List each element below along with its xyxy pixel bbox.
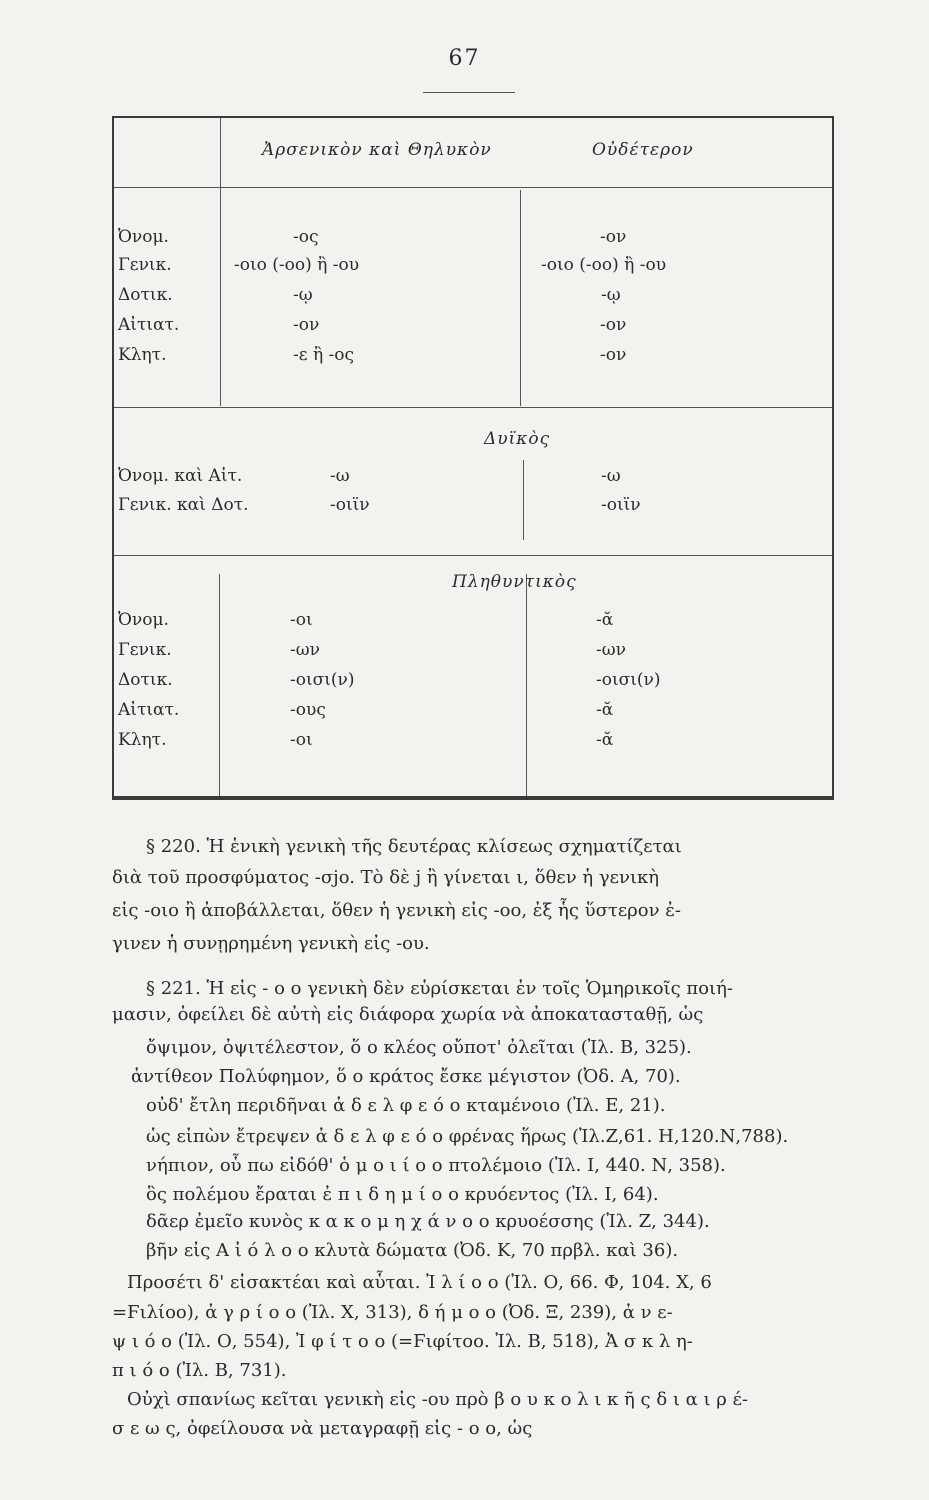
body-line-11: Οὐχὶ σπανίως κεῖται γενικὴ εἰς -ου πρὸ β ο υ κ ο λ ι κ ῆ ς δ ι α ι ρ έ- (127, 1389, 749, 1410)
column-divider-4 (219, 574, 220, 796)
body-line-1: § 220. Ἡ ἑνικὴ γενικὴ τῆς δευτέρας κλίσεως σχηματίζεται (146, 836, 682, 857)
quote-line-8: βῆν εἰς Α ἰ ό λ ο ο κλυτὰ δώματα (Ὀδ. Κ, 70 πρβλ. καὶ 36). (146, 1240, 679, 1261)
column-divider-1 (220, 118, 221, 406)
singular-case-2: Γενικ. (118, 255, 172, 275)
body-line-12: σ ε ω ς, ὀφείλουσα νὰ μεταγραφῇ εἰς - ο ο, ὡς (112, 1418, 533, 1439)
singular-case-5: Κλητ. (118, 345, 167, 365)
quote-line-6: ὃς πολέμου ἔραται ἐ π ι δ η μ ί ο ο κρυόεντος (Ἰλ. Ι, 64). (146, 1184, 659, 1205)
singular-masc-1: -ος (293, 227, 319, 247)
plural-neut-1: -ᾰ (596, 610, 614, 630)
column-divider-5 (526, 574, 527, 796)
singular-masc-2: -οιο (-οο) ἢ -ου (234, 255, 360, 275)
header-neuter: Οὐδέτερον (592, 140, 694, 160)
table-bottom-rule (112, 797, 834, 800)
body-line-2: διὰ τοῦ προσφύματος -σjo. Τὸ δὲ j ἢ γίνεται ι, ὅθεν ἡ γενικὴ (112, 867, 660, 888)
quote-line-4: ὡς εἰπὼν ἔτρεψεν ἀ δ ε λ φ ε ό ο φρένας ἥρως (Ἰλ.Ζ,61. Η,120.Ν,788). (146, 1126, 789, 1147)
singular-case-3: Δοτικ. (118, 285, 173, 305)
dual-neut-2: -οιϊν (601, 495, 641, 515)
dual-masc-1: -ω (330, 466, 350, 486)
body-line-10: π ι ό ο (Ἰλ. Β, 731). (112, 1360, 287, 1381)
dual-neut-1: -ω (601, 466, 621, 486)
plural-case-4: Αἰτιατ. (118, 700, 180, 720)
body-line-9: ψ ι ό ο (Ἰλ. Ο, 554), Ἰ φ ί τ ο ο (=Ϝιφίτοο. Ἰλ. Β, 518), Ἀ σ κ λ η- (112, 1331, 693, 1352)
plural-case-1: Ὀνομ. (118, 610, 169, 630)
singular-masc-5: -ε ἢ -ος (293, 345, 355, 365)
singular-neut-4: -ον (600, 315, 627, 335)
plural-neut-3: -οισι(ν) (596, 670, 661, 690)
singular-neut-3: -ῳ (601, 285, 621, 305)
singular-neut-2: -οιο (-οο) ἢ -ου (541, 255, 667, 275)
page-number-rule (423, 92, 515, 93)
plural-masc-3: -οισι(ν) (290, 670, 355, 690)
quote-line-7: δᾶερ ἐμεῖο κυνὸς κ α κ ο μ η χ ά ν ο ο κρυοέσσης (Ἰλ. Ζ, 344). (146, 1211, 710, 1232)
section-divider-dual (114, 407, 832, 408)
header-divider (114, 187, 832, 188)
singular-neut-5: -ον (600, 345, 627, 365)
page-number: 67 (448, 46, 481, 71)
plural-label: Πληθυντικὸς (452, 572, 577, 592)
quote-line-3: οὐδ' ἔτλη περιδῆναι ἀ δ ε λ φ ε ό ο κταμένοιο (Ἰλ. Ε, 21). (146, 1095, 666, 1116)
plural-case-3: Δοτικ. (118, 670, 173, 690)
body-line-5: § 221. Ἡ εἰς - ο ο γενικὴ δὲν εὑρίσκεται ἐν τοῖς Ὁμηρικοῖς ποιή- (146, 978, 733, 999)
singular-case-1: Ὀνομ. (118, 227, 169, 247)
dual-masc-2: -οιϊν (330, 495, 370, 515)
singular-masc-3: -ῳ (293, 285, 313, 305)
column-divider-3 (523, 460, 524, 540)
plural-neut-4: -ᾰ (596, 700, 614, 720)
body-line-6: μασιν, ὀφείλει δὲ αὐτὴ εἰς διάφορα χωρία νὰ ἀποκατασταθῇ, ὡς (112, 1004, 704, 1025)
dual-case-2: Γενικ. καὶ Δοτ. (118, 495, 249, 515)
plural-masc-5: -οι (290, 730, 313, 750)
column-divider-2 (520, 190, 521, 406)
singular-neut-1: -ον (600, 227, 627, 247)
quote-line-2: ἀντίθεον Πολύφημον, ὅ ο κράτος ἔσκε μέγιστον (Ὀδ. Α, 70). (131, 1066, 681, 1087)
quote-line-5: νήπιον, οὗ πω εἰδόθ' ὁ μ ο ι ί ο ο πτολέμοιο (Ἰλ. Ι, 440. Ν, 358). (146, 1155, 726, 1176)
quote-line-1: ὄψιμον, ὀψιτέλεστον, ὅ ο κλέος οὔποτ' ὀλεῖται (Ἰλ. Β, 325). (146, 1037, 692, 1058)
plural-neut-5: -ᾰ (596, 730, 614, 750)
dual-label: Δυϊκὸς (484, 429, 551, 449)
plural-masc-2: -ων (290, 640, 320, 660)
body-line-4: γινεν ἡ συνῃρημένη γενικὴ εἰς -ου. (112, 933, 430, 954)
plural-masc-4: -ους (290, 700, 326, 720)
body-line-7: Προσέτι δ' εἰσακτέαι καὶ αὗται. Ἰ λ ί ο ο (Ἰλ. Ο, 66. Φ, 104. Χ, 6 (127, 1272, 712, 1293)
section-divider-plural (114, 555, 832, 556)
singular-case-4: Αἰτιατ. (118, 315, 180, 335)
header-masc-fem: Ἀρσενικὸν καὶ Θηλυκὸν (262, 140, 492, 160)
singular-masc-4: -ον (293, 315, 320, 335)
body-line-8: =Ϝιλίοο), ἀ γ ρ ί ο ο (Ἰλ. Χ, 313), δ ή μ ο ο (Ὀδ. Ξ, 239), ἀ ν ε- (112, 1302, 673, 1323)
body-line-3: εἰς -οιο ἢ ἀποβάλλεται, ὅθεν ἡ γενικὴ εἰς -οο, ἐξ ἧς ὕστερον ἐ- (112, 900, 681, 921)
plural-masc-1: -οι (290, 610, 313, 630)
dual-case-1: Ὀνομ. καὶ Αἰτ. (118, 466, 243, 486)
plural-case-5: Κλητ. (118, 730, 167, 750)
plural-case-2: Γενικ. (118, 640, 172, 660)
plural-neut-2: -ων (596, 640, 626, 660)
